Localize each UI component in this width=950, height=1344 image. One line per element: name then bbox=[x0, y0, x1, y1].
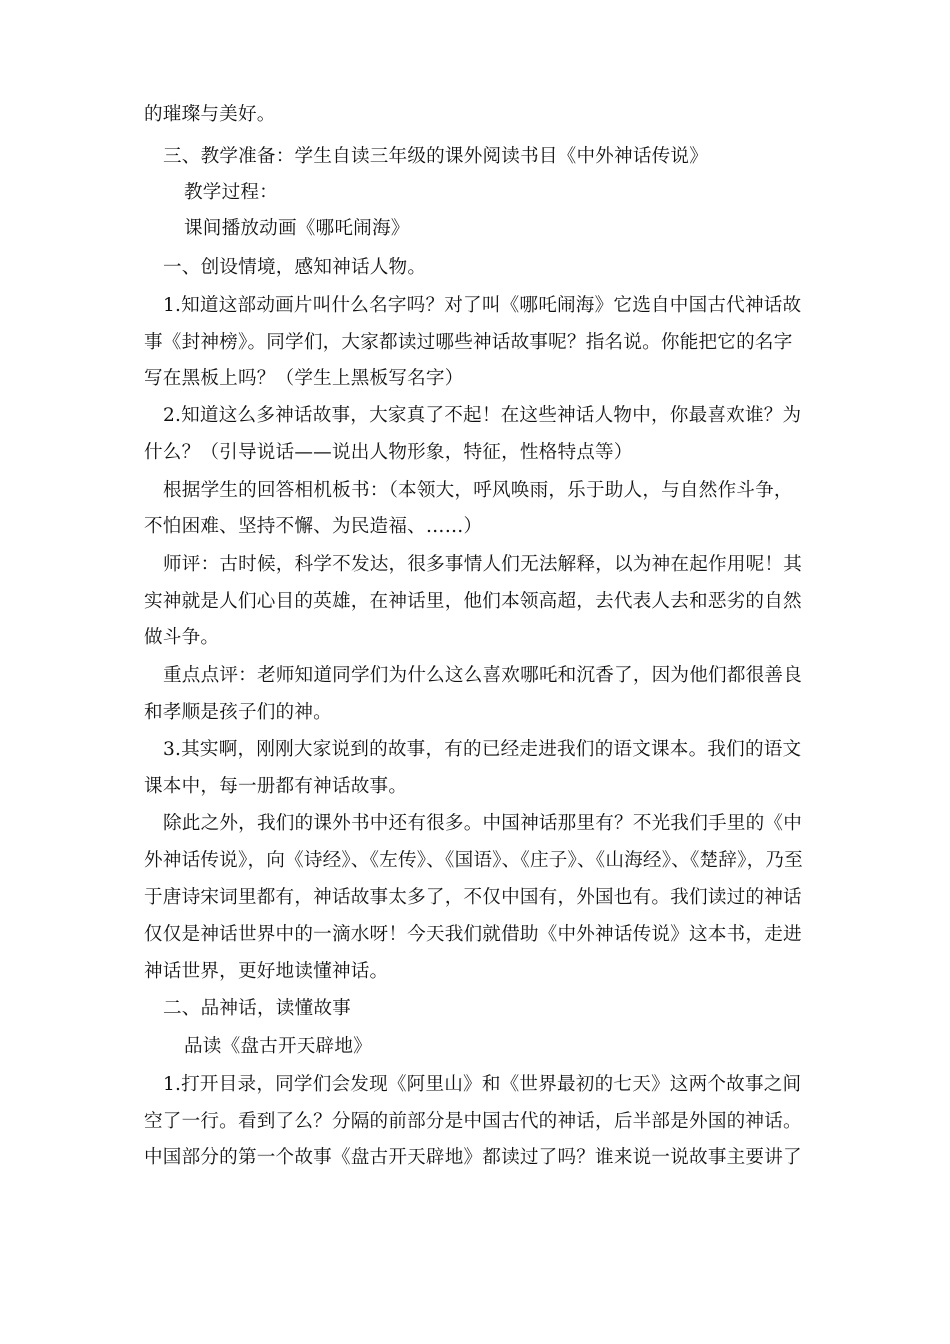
section-heading: 三、教学准备：学生自读三年级的课外阅读书目《中外神话传说》 bbox=[163, 146, 709, 167]
text-line: 实神就是人们心目的英雄，在神话里，他们本领高超，去代表人去和恶劣的自然 bbox=[144, 591, 802, 612]
text-line: 和孝顺是孩子们的神。 bbox=[144, 702, 332, 723]
text-line: 1.打开目录，同学们会发现《阿里山》和《世界最初的七天》这两个故事之间 bbox=[163, 1074, 802, 1095]
text-line: 重点点评：老师知道同学们为什么这么喜欢哪吒和沉香了，因为他们都很善良 bbox=[163, 665, 802, 686]
text-line: 1.知道这部动画片叫什么名字吗？对了叫《哪吒闹海》它选自中国古代神话故 bbox=[163, 295, 802, 316]
text-line: 根据学生的回答相机板书：（本领大，呼风唤雨，乐于助人，与自然作斗争， bbox=[163, 480, 793, 501]
text-line: 不怕困难、坚持不懈、为民造福、……） bbox=[144, 516, 483, 537]
text-line: 课本中，每一册都有神话故事。 bbox=[144, 776, 408, 797]
section-heading: 二、品神话，读懂故事 bbox=[163, 998, 351, 1019]
text-line: 中国部分的第一个故事《盘古开天辟地》都读过了吗？谁来说一说故事主要讲了 bbox=[144, 1147, 802, 1168]
subheading: 教学过程： bbox=[184, 182, 278, 203]
text-line: 事《封神榜》。同学们，大家都读过哪些神话故事呢？指名说。你能把它的名字 bbox=[144, 332, 793, 353]
text-line: 的璀璨与美好。 bbox=[144, 104, 276, 125]
text-line: 2.知道这么多神话故事，大家真了不起！在这些神话人物中，你最喜欢谁？为 bbox=[163, 405, 802, 426]
text-line: 课间播放动画《哪吒闹海》 bbox=[184, 218, 410, 239]
text-line: 除此之外，我们的课外书中还有很多。中国神话那里有？不光我们手里的《中 bbox=[163, 813, 802, 834]
text-line: 写在黑板上吗？（学生上黑板写名字） bbox=[144, 368, 464, 389]
subheading: 品读《盘古开天辟地》 bbox=[184, 1036, 372, 1057]
text-line: 神话世界，更好地读懂神话。 bbox=[144, 961, 389, 982]
text-line: 3.其实啊，刚刚大家说到的故事，有的已经走进我们的语文课本。我们的语文 bbox=[163, 739, 802, 760]
section-heading: 一、创设情境，感知神话人物。 bbox=[163, 257, 427, 278]
text-line: 空了一行。看到了么？分隔的前部分是中国古代的神话，后半部是外国的神话。 bbox=[144, 1111, 802, 1132]
text-line: 外神话传说》，向《诗经》、《左传》、《国语》、《庄子》、《山海经》、《楚辞》，乃至 bbox=[144, 850, 803, 871]
text-line: 师评：古时候，科学不发达，很多事情人们无法解释，以为神在起作用呢！其 bbox=[163, 554, 802, 575]
text-line: 做斗争。 bbox=[144, 627, 220, 648]
text-line: 仅仅是神话世界中的一滴水呀！今天我们就借助《中外神话传说》这本书，走进 bbox=[144, 924, 802, 945]
text-line: 什么？（引导说话——说出人物形象，特征，性格特点等） bbox=[144, 442, 633, 463]
text-line: 于唐诗宋词里都有，神话故事太多了，不仅中国有，外国也有。我们读过的神话 bbox=[144, 887, 802, 908]
